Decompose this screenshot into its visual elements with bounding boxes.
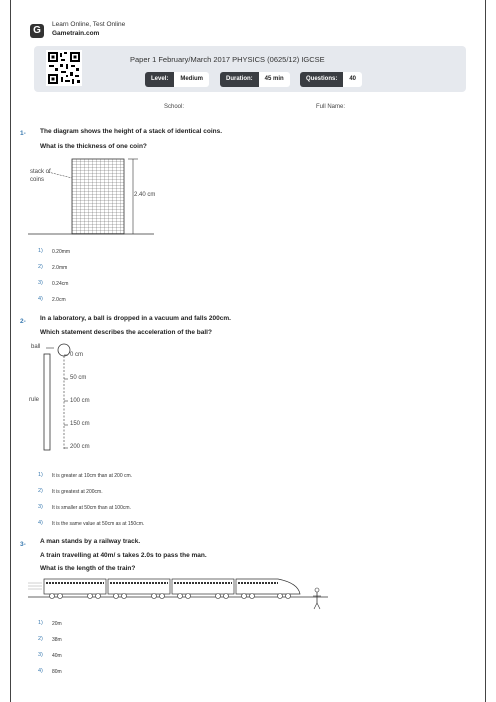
q2-option-2-number[interactable]: 2) xyxy=(38,488,43,494)
q2-option-3-number[interactable]: 3) xyxy=(38,504,43,510)
q1-option-1-text[interactable]: 0.20mm xyxy=(52,249,71,255)
q3-option-2-text[interactable]: 38m xyxy=(52,637,62,643)
page-border-right xyxy=(485,0,486,702)
q3-option-2-number[interactable]: 2) xyxy=(38,636,43,642)
q2-option-3-text[interactable]: It is smaller at 50cm than at 100cm. xyxy=(52,505,131,511)
coin-stack-label-1: stack of xyxy=(30,169,51,175)
q3-option-1-number[interactable]: 1) xyxy=(38,620,43,626)
q3-option-3-number[interactable]: 3) xyxy=(38,652,43,658)
question-2-line-1: In a laboratory, a ball is dropped in a vacuum and falls 200cm. xyxy=(40,315,231,322)
full-name-field: Full Name: xyxy=(316,104,346,110)
q1-option-3-number[interactable]: 3) xyxy=(38,280,43,286)
duration-badge xyxy=(220,72,290,87)
question-1-line-1: The diagram shows the height of a stack of identical coins. xyxy=(40,128,223,135)
questions-badge xyxy=(300,72,362,87)
q2-option-1-text[interactable]: It is greater at 10cm than at 200 cm. xyxy=(52,473,133,479)
mark-150cm: 150 cm xyxy=(70,421,90,427)
level-badge xyxy=(145,72,209,87)
duration-value: 45 min xyxy=(259,72,290,87)
question-3-number: 3- xyxy=(20,541,26,548)
ball-label: ball xyxy=(31,344,41,350)
question-2-number: 2- xyxy=(20,318,26,325)
rule-label: rule xyxy=(29,397,40,403)
q1-option-2-text[interactable]: 2.0mm xyxy=(52,265,68,271)
question-2-line-2: Which statement describes the acceleration of the ball? xyxy=(40,329,212,336)
questions-label: Questions: xyxy=(300,72,343,87)
q3-option-4-number[interactable]: 4) xyxy=(38,668,43,674)
page-border-left xyxy=(10,0,11,702)
coin-height-label: 2.40 cm xyxy=(134,192,156,198)
q1-option-1-number[interactable]: 1) xyxy=(38,248,43,254)
q1-option-4-text[interactable]: 2.0cm xyxy=(52,297,66,303)
q2-option-4-text[interactable]: It is the same value at 50cm as at 150cm. xyxy=(52,521,145,527)
mark-100cm: 100 cm xyxy=(70,398,90,404)
q3-option-1-text[interactable]: 20m xyxy=(52,621,62,627)
school-field: School: xyxy=(164,104,185,110)
train-figure xyxy=(28,575,328,611)
duration-label: Duration: xyxy=(220,72,259,87)
mark-50cm: 50 cm xyxy=(70,375,87,381)
q2-option-1-number[interactable]: 1) xyxy=(38,472,43,478)
paper-title: Paper 1 February/March 2017 PHYSICS (0625/12) IGCSE xyxy=(130,55,325,64)
q1-option-4-number[interactable]: 4) xyxy=(38,296,43,302)
question-3-line-1: A man stands by a railway track. xyxy=(40,538,141,545)
question-1-line-2: What is the thickness of one coin? xyxy=(40,143,147,150)
q3-option-4-text[interactable]: 80m xyxy=(52,669,62,675)
level-value: Medium xyxy=(174,72,209,87)
question-3-line-2: A train travelling at 40m/ s takes 2.0s to pass the man. xyxy=(40,552,207,559)
brand-site: Gametrain.com xyxy=(52,30,100,37)
q2-option-4-number[interactable]: 4) xyxy=(38,520,43,526)
qr-code-icon xyxy=(46,50,82,86)
mark-200cm: 200 cm xyxy=(70,444,90,450)
question-3-line-3: What is the length of the train? xyxy=(40,565,136,572)
level-label: Level: xyxy=(145,72,174,87)
q1-option-2-number[interactable]: 2) xyxy=(38,264,43,270)
q3-option-3-text[interactable]: 40m xyxy=(52,653,62,659)
q2-option-2-text[interactable]: It is greatest at 200cm. xyxy=(52,489,103,495)
mark-0cm: 0 cm xyxy=(70,352,84,358)
brand-tagline: Learn Online, Test Online xyxy=(52,21,126,28)
q1-option-3-text[interactable]: 0.24cm xyxy=(52,281,69,287)
question-1-number: 1- xyxy=(20,130,26,137)
logo-icon: G xyxy=(30,24,44,38)
coin-stack-label-2: coins xyxy=(30,177,45,183)
questions-value: 40 xyxy=(343,72,362,87)
